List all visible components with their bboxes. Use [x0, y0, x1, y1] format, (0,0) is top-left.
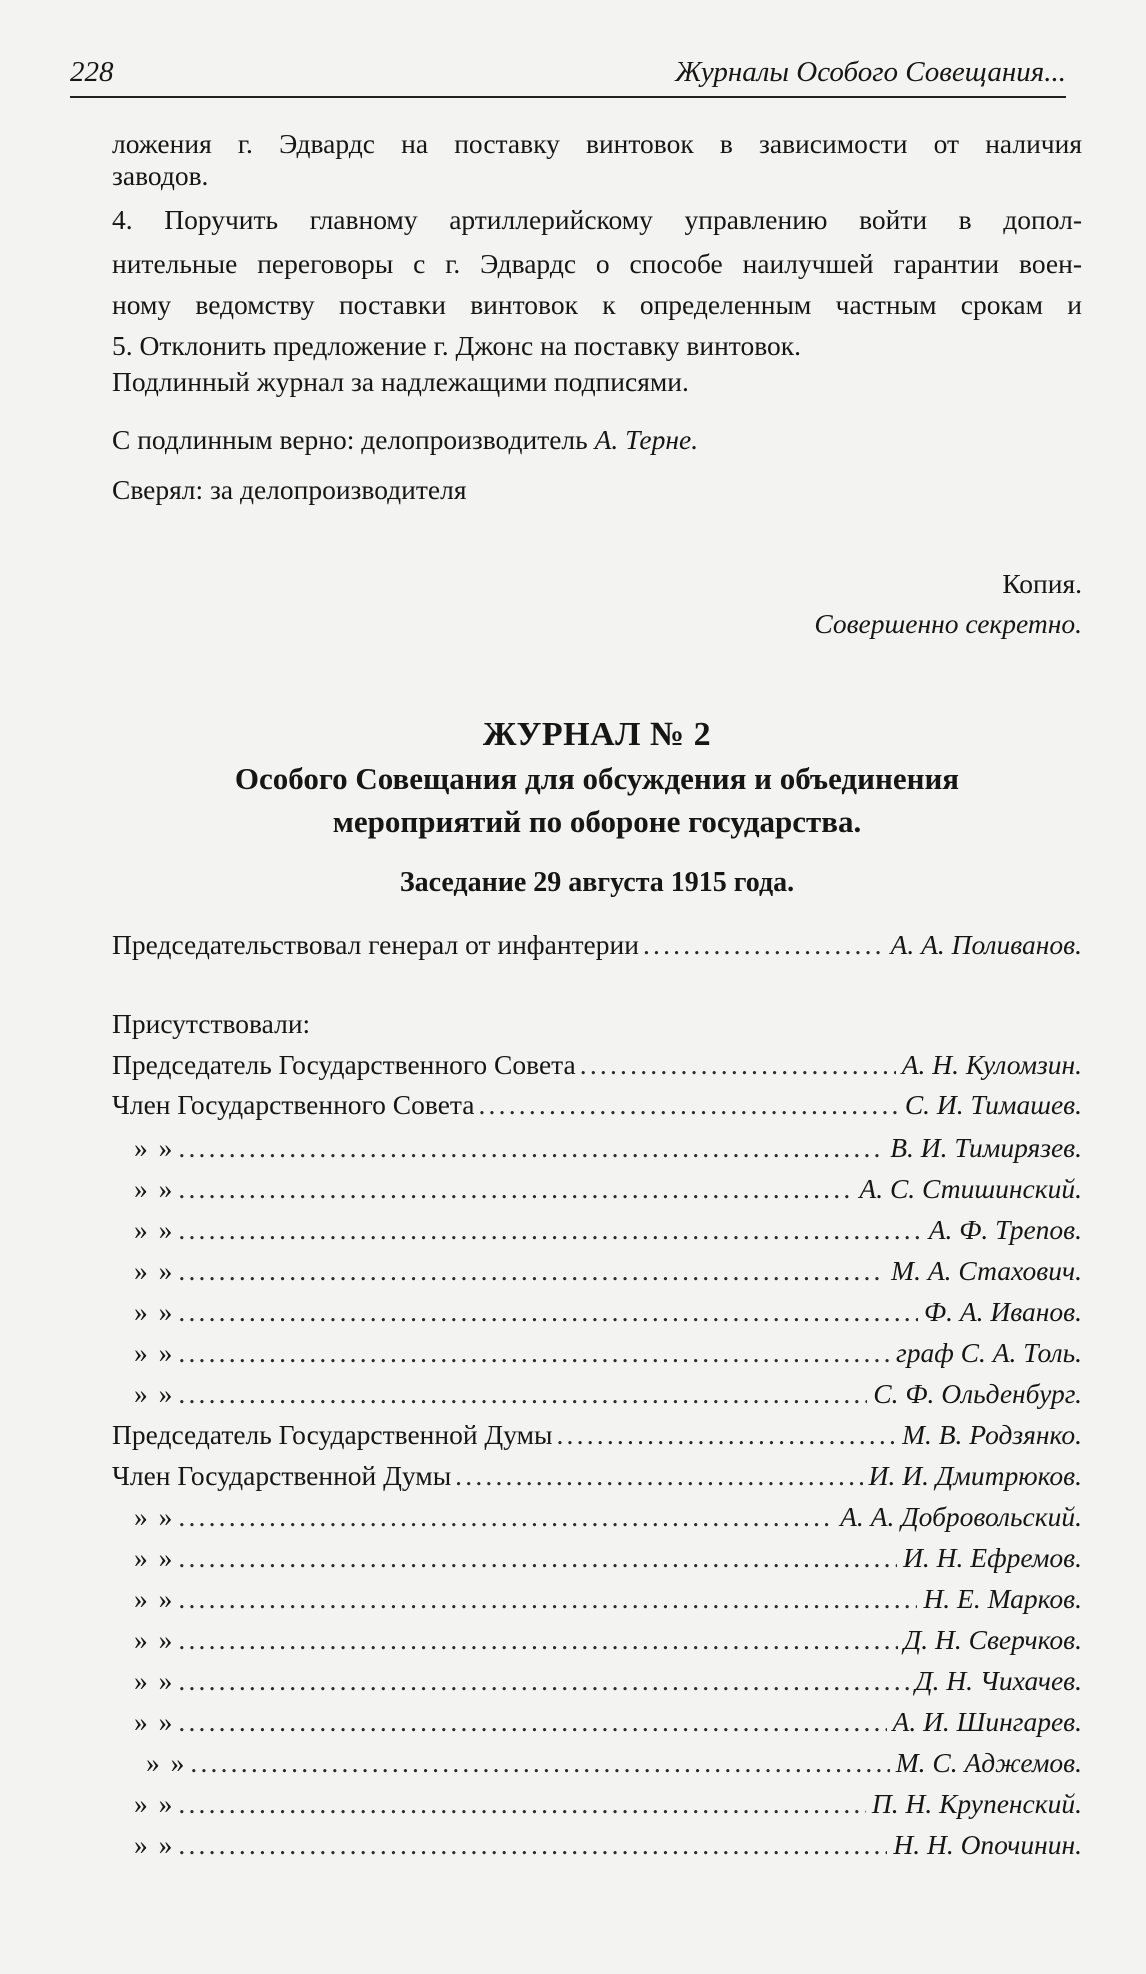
attendee-row: [112, 1377, 1082, 1411]
journal-title: ЖУРНАЛ № 2: [482, 716, 712, 753]
attendee-name: граф С. А. Толь.: [895, 1337, 1082, 1368]
dot-leader: [178, 1254, 885, 1288]
attendee-name: И. И. Дмитрюков.: [868, 1460, 1082, 1491]
attendee-row: [112, 1295, 1082, 1329]
continuation-line-2: заводов.: [112, 160, 209, 191]
attendee-role: Председатель Государственного Совета: [112, 1049, 576, 1080]
attendee-row: [112, 1131, 1082, 1165]
running-header: [70, 56, 1066, 98]
dot-leader: [178, 1828, 887, 1862]
attendee-role: » »: [134, 1665, 175, 1696]
page-number: 228: [70, 56, 114, 88]
attendee-role: » »: [134, 1829, 175, 1860]
clerk-name: А. Терне.: [594, 424, 699, 455]
attendee-name: С. Ф. Ольденбург.: [873, 1378, 1082, 1409]
attendee-name: М. С. Аджемов.: [895, 1747, 1082, 1778]
dot-leader: [643, 928, 885, 962]
item-5: 5. Отклонить предложение г. Джонс на поставку винтовок.: [112, 330, 801, 361]
attendee-role: » »: [134, 1542, 175, 1573]
verified-prefix: С подлинным верно: делопроизводитель: [112, 424, 595, 455]
attendee-name: Ф. А. Иванов.: [924, 1296, 1082, 1327]
attendee-role: » »: [134, 1296, 175, 1327]
attendee-name: А. А. Добровольский.: [840, 1501, 1082, 1532]
attendee-row: [112, 1459, 1082, 1493]
attendee-row: [112, 1623, 1082, 1657]
copy-label: Копия.: [1002, 568, 1082, 599]
attendee-row: [112, 1582, 1082, 1616]
dot-leader: [178, 1705, 886, 1739]
dot-leader: [178, 1131, 884, 1165]
dot-leader: [178, 1582, 917, 1616]
dot-leader: [478, 1088, 898, 1122]
attendee-name: А. Ф. Трепов.: [928, 1214, 1082, 1245]
attendee-name: А. И. Шингарев.: [892, 1706, 1082, 1737]
attendee-role: Член Государственного Совета: [112, 1089, 475, 1120]
dot-leader: [178, 1336, 890, 1370]
dot-leader: [556, 1418, 896, 1452]
attendee-row: [112, 1048, 1082, 1082]
journal-subtitle-line-1: Особого Совещания для обсуждения и объединения: [234, 761, 960, 796]
attendee-row: [112, 1500, 1082, 1534]
secret-label: Совершенно секретно.: [814, 608, 1082, 639]
dot-leader: [178, 1623, 897, 1657]
attendee-name: Н. Е. Марков.: [923, 1583, 1082, 1614]
dot-leader: [178, 1541, 897, 1575]
dot-leader: [178, 1172, 853, 1206]
dot-leader: [178, 1664, 909, 1698]
attendee-role: » »: [134, 1624, 175, 1655]
attendee-row: [112, 1254, 1082, 1288]
attendee-row: [112, 1664, 1082, 1698]
attendee-role: » »: [134, 1337, 175, 1368]
dot-leader: [178, 1377, 867, 1411]
attendee-row: [112, 1541, 1082, 1575]
attendee-role: Председатель Государственной Думы: [112, 1419, 553, 1450]
item-4-line-1: 4. Поручить главному артиллерийскому управлению войти в допол-: [112, 204, 1082, 235]
dot-leader: [178, 1295, 918, 1329]
attendee-role: » »: [134, 1255, 175, 1286]
original-journal-note: Подлинный журнал за надлежащими подписями.: [112, 366, 689, 397]
attendee-name: А. С. Стишинский.: [859, 1173, 1082, 1204]
dot-leader: [580, 1048, 896, 1082]
dot-leader: [178, 1787, 866, 1821]
attendee-row: [112, 1336, 1082, 1370]
attendee-role: » »: [134, 1173, 175, 1204]
present-label: Присутствовали:: [112, 1008, 311, 1039]
dot-leader: [455, 1459, 862, 1493]
attendee-name: Д. Н. Сверчков.: [903, 1624, 1082, 1655]
attendee-role: Член Государственной Думы: [112, 1460, 452, 1491]
attendee-role: » »: [146, 1747, 187, 1778]
attendee-name: Н. Н. Опочинин.: [893, 1829, 1082, 1860]
attendee-row: [112, 1213, 1082, 1247]
item-4-line-2: нительные переговоры с г. Эдвардс о способе наилучшей гарантии воен-: [112, 248, 1082, 279]
attendee-role: » »: [134, 1788, 175, 1819]
attendee-role: » »: [134, 1132, 175, 1163]
attendee-row: [112, 1746, 1082, 1780]
attendee-name: П. Н. Крупенский.: [871, 1788, 1082, 1819]
attendee-name: В. И. Тимирязев.: [890, 1132, 1082, 1163]
attendee-row: [112, 1172, 1082, 1206]
present-heading: [112, 1007, 1082, 1041]
attendee-name: С. И. Тимашев.: [904, 1089, 1082, 1120]
continuation-line-1: ложения г. Эдвардс на поставку винтовок в зависимости от наличия: [112, 128, 1082, 159]
running-title: Журналы Особого Совещания...: [675, 56, 1066, 88]
attendee-row: [112, 1088, 1082, 1122]
item-4-line-3: ному ведомству поставки винтовок к определенным частным срокам и: [112, 289, 1082, 320]
session-date: Заседание 29 августа 1915 года.: [399, 867, 795, 898]
journal-subtitle-line-2: мероприятий по обороне государства.: [332, 804, 862, 839]
attendee-row: [112, 1418, 1082, 1452]
attendee-role: » »: [134, 1583, 175, 1614]
attendee-row: [112, 1828, 1082, 1862]
checked-line: Сверял: за делопроизводителя: [112, 474, 467, 505]
attendee-name: М. В. Родзянко.: [902, 1419, 1082, 1450]
attendee-name: А. Н. Куломзин.: [901, 1049, 1082, 1080]
attendee-name: И. Н. Ефремов.: [903, 1542, 1082, 1573]
dot-leader: [178, 1213, 922, 1247]
attendee-name: М. А. Стахович.: [891, 1255, 1082, 1286]
chair-name: А. А. Поливанов.: [890, 929, 1082, 960]
attendee-role: » »: [134, 1378, 175, 1409]
dot-leader: [178, 1500, 834, 1534]
attendee-row: [112, 1705, 1082, 1739]
dot-leader: [190, 1746, 889, 1780]
verified-line: [112, 424, 1082, 456]
attendee-role: » »: [134, 1706, 175, 1737]
chair-role: Председательствовал генерал от инфантерии: [112, 929, 639, 960]
attendee-role: » »: [134, 1214, 175, 1245]
attendee-role: » »: [134, 1501, 175, 1532]
attendee-name: Д. Н. Чихачев.: [915, 1665, 1082, 1696]
chair-row: [112, 928, 1082, 962]
attendee-row: [112, 1787, 1082, 1821]
